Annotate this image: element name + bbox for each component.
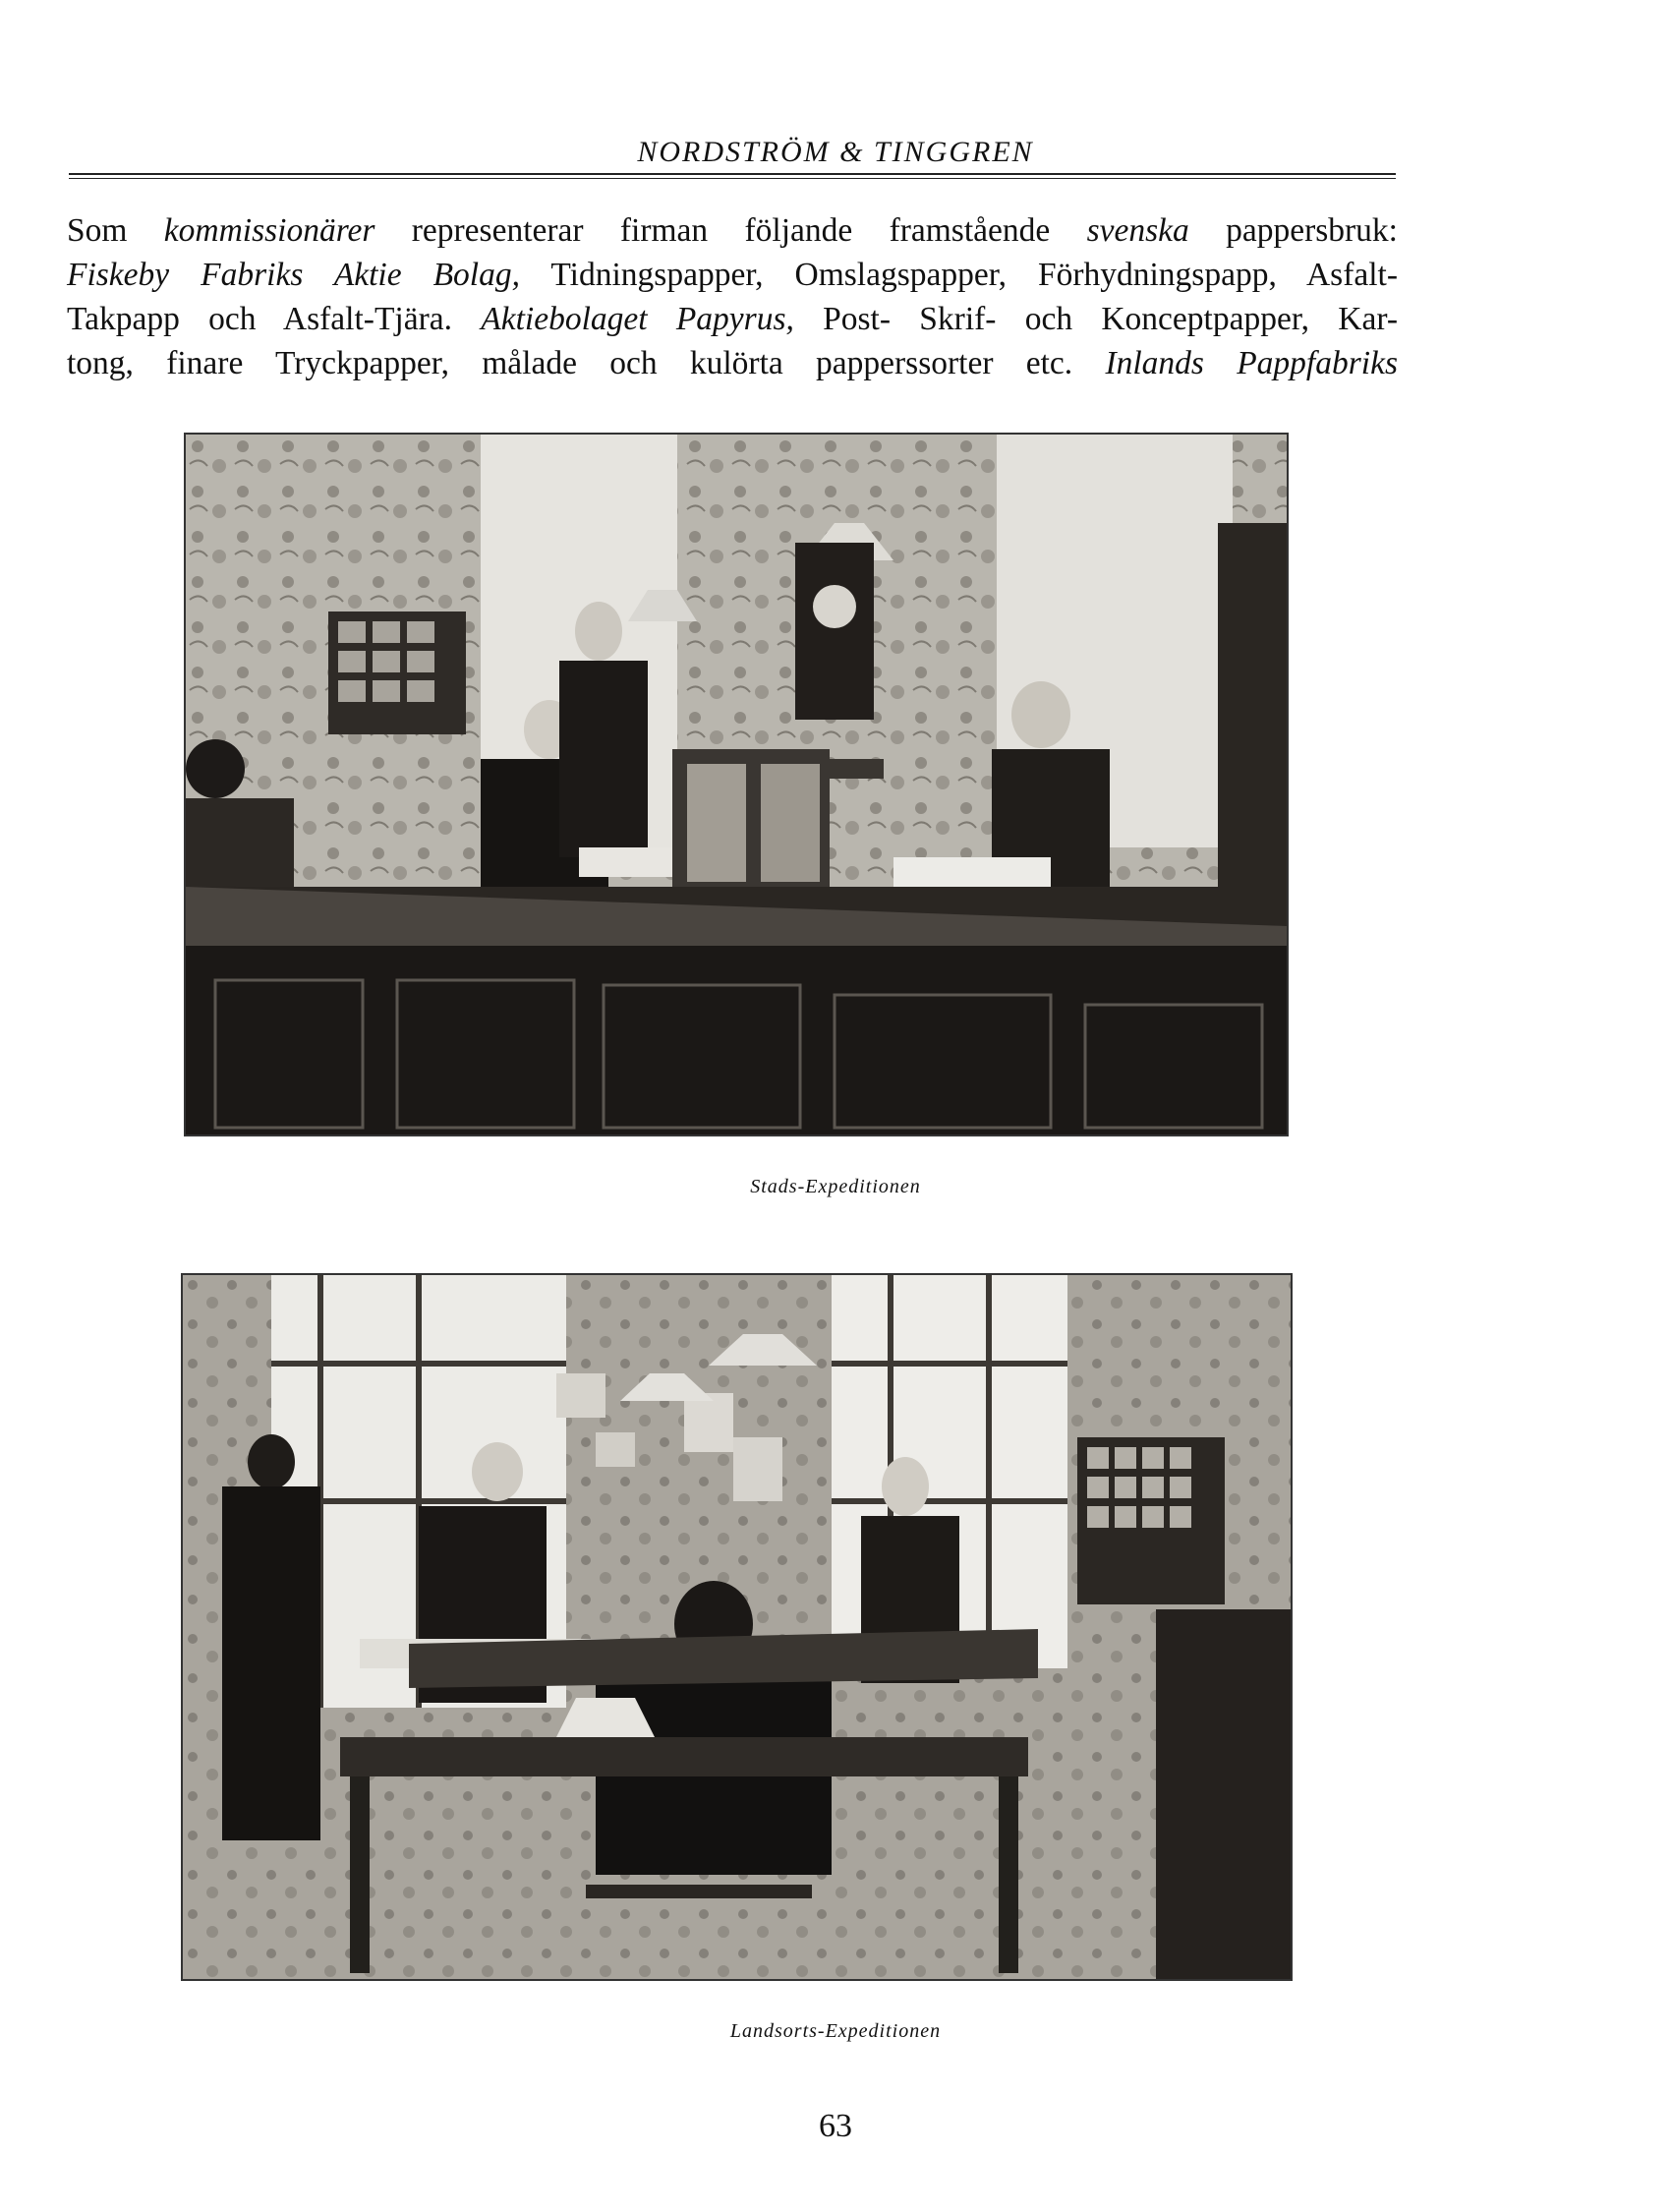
photo-stads-expeditionen <box>184 433 1289 1136</box>
text-line-4: tong, finare Tryckpapper, målade och kulörta papperssorter etc. Inlands Pappfabriks <box>67 345 1398 381</box>
photo-landsorts-expeditionen <box>181 1273 1293 1981</box>
header-rule <box>69 173 1396 179</box>
page-number: 63 <box>819 2108 852 2144</box>
figure-caption-1: Stads-Expeditionen <box>750 1176 921 1197</box>
figure-caption-2: Landsorts-Expeditionen <box>729 2020 942 2042</box>
text-line-3: Takpapp och Asfalt-Tjära. Aktiebolaget Papyrus, Post- Skrif- och Konceptpapper, Kar- <box>67 301 1398 337</box>
running-head: NORDSTRÖM & TINGGREN <box>637 136 1034 168</box>
photo-stads-image <box>186 435 1287 1135</box>
text-line-1: Som kommissionärer representerar firman följande framstående svenska pappersbruk: <box>67 212 1398 249</box>
text-line-2: Fiskeby Fabriks Aktie Bolag, Tidningspapper, Omslagspapper, Förhydningspapp, Asfalt- <box>67 257 1398 293</box>
photo-landsorts-image <box>183 1275 1291 1979</box>
body-paragraph <box>67 208 1398 385</box>
